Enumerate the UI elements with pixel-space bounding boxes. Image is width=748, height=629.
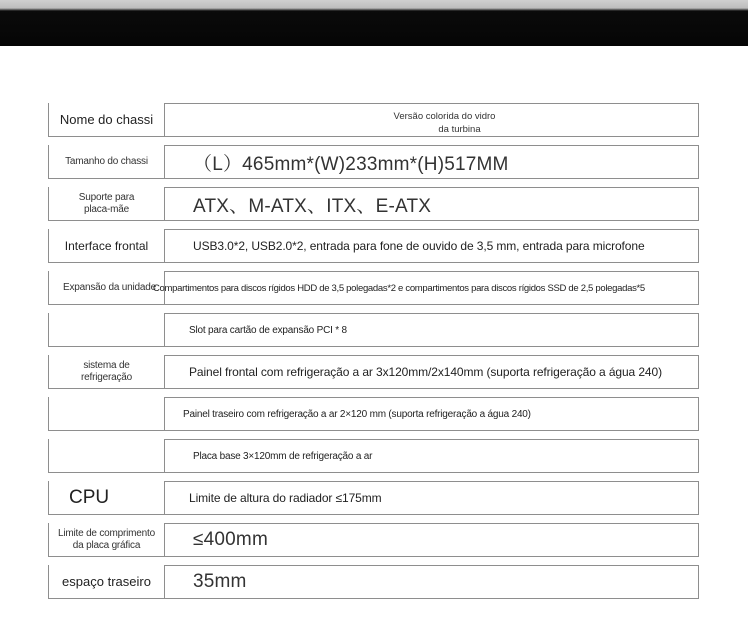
row-value: Painel frontal com refrigeração a ar 3x120mm/2x140mm (suporta refrigeração a água 240) [189,365,662,379]
row-value-cell [164,145,699,179]
row-value-cell [164,565,699,599]
table-row [48,439,699,473]
table-row [48,229,699,263]
row-value-cell [164,313,699,347]
row-label-cell [48,103,164,137]
row-label-cell [48,439,164,473]
row-label-cell [48,355,164,389]
row-value: Placa base 3×120mm de refrigeração a ar [193,450,373,462]
row-label: Tamanho do chassi [65,155,148,167]
table-row [48,271,699,305]
row-value-cell [164,103,699,137]
table-row [48,355,699,389]
row-value: USB3.0*2, USB2.0*2, entrada para fone de ouvido de 3,5 mm, entrada para microfone [193,239,645,253]
row-label-cell [48,523,164,557]
row-value: 35mm [193,571,247,592]
row-value-line: da turbina [438,124,481,135]
table-row [48,313,699,347]
row-value-cell [164,355,699,389]
row-label: Interface frontal [64,238,149,253]
row-label-cell [48,187,164,221]
row-label: Expansão da unidade [63,281,156,293]
row-value: ATX、M-ATX、ITX、E-ATX [193,195,432,217]
row-value-cell [153,271,699,305]
row-label-cell [48,313,164,347]
row-label-cell [48,397,164,431]
row-label: espaço traseiro [62,574,151,589]
row-label-cell [48,271,164,305]
row-value: Painel traseiro com refrigeração a ar 2×120 mm (suporta refrigeração a água 240) [183,408,531,420]
row-label-cell [48,229,164,263]
row-value: Limite de altura do radiador ≤175mm [189,491,382,505]
row-value-line: Versão colorida do vidro [393,111,496,122]
table-row [48,565,699,599]
row-label-cell [48,565,164,599]
row-label: Limite de comprimento da placa gráfica [58,527,155,551]
table-row [48,187,699,221]
row-value: ≤400mm [193,529,268,550]
row-value: （L）465mm*(W)233mm*(H)517MM [193,153,509,175]
row-label: sistema de refrigeração [81,359,132,383]
row-value-cell [164,523,699,557]
row-value: Slot para cartão de expansão PCI * 8 [189,324,347,336]
row-label-cell [48,481,164,515]
row-label: Suporte para placa-mãe [78,191,135,215]
row-label: CPU [69,486,110,508]
row-label: Nome do chassi [59,112,154,127]
table-row [48,397,699,431]
row-value-cell [164,397,699,431]
table-row [48,523,699,557]
row-value-cell [164,187,699,221]
table-row [48,481,699,515]
table-row [48,145,699,179]
row-value-cell [164,229,699,263]
row-value-cell [164,439,699,473]
row-value: Compartimentos para discos rígidos HDD de 3,5 polegadas*2 e compartimentos para discos rígidos SSD de 2,5 polegadas*5 [153,282,645,294]
table-row [48,103,699,137]
row-value-cell [164,481,699,515]
row-label-cell [48,145,164,179]
